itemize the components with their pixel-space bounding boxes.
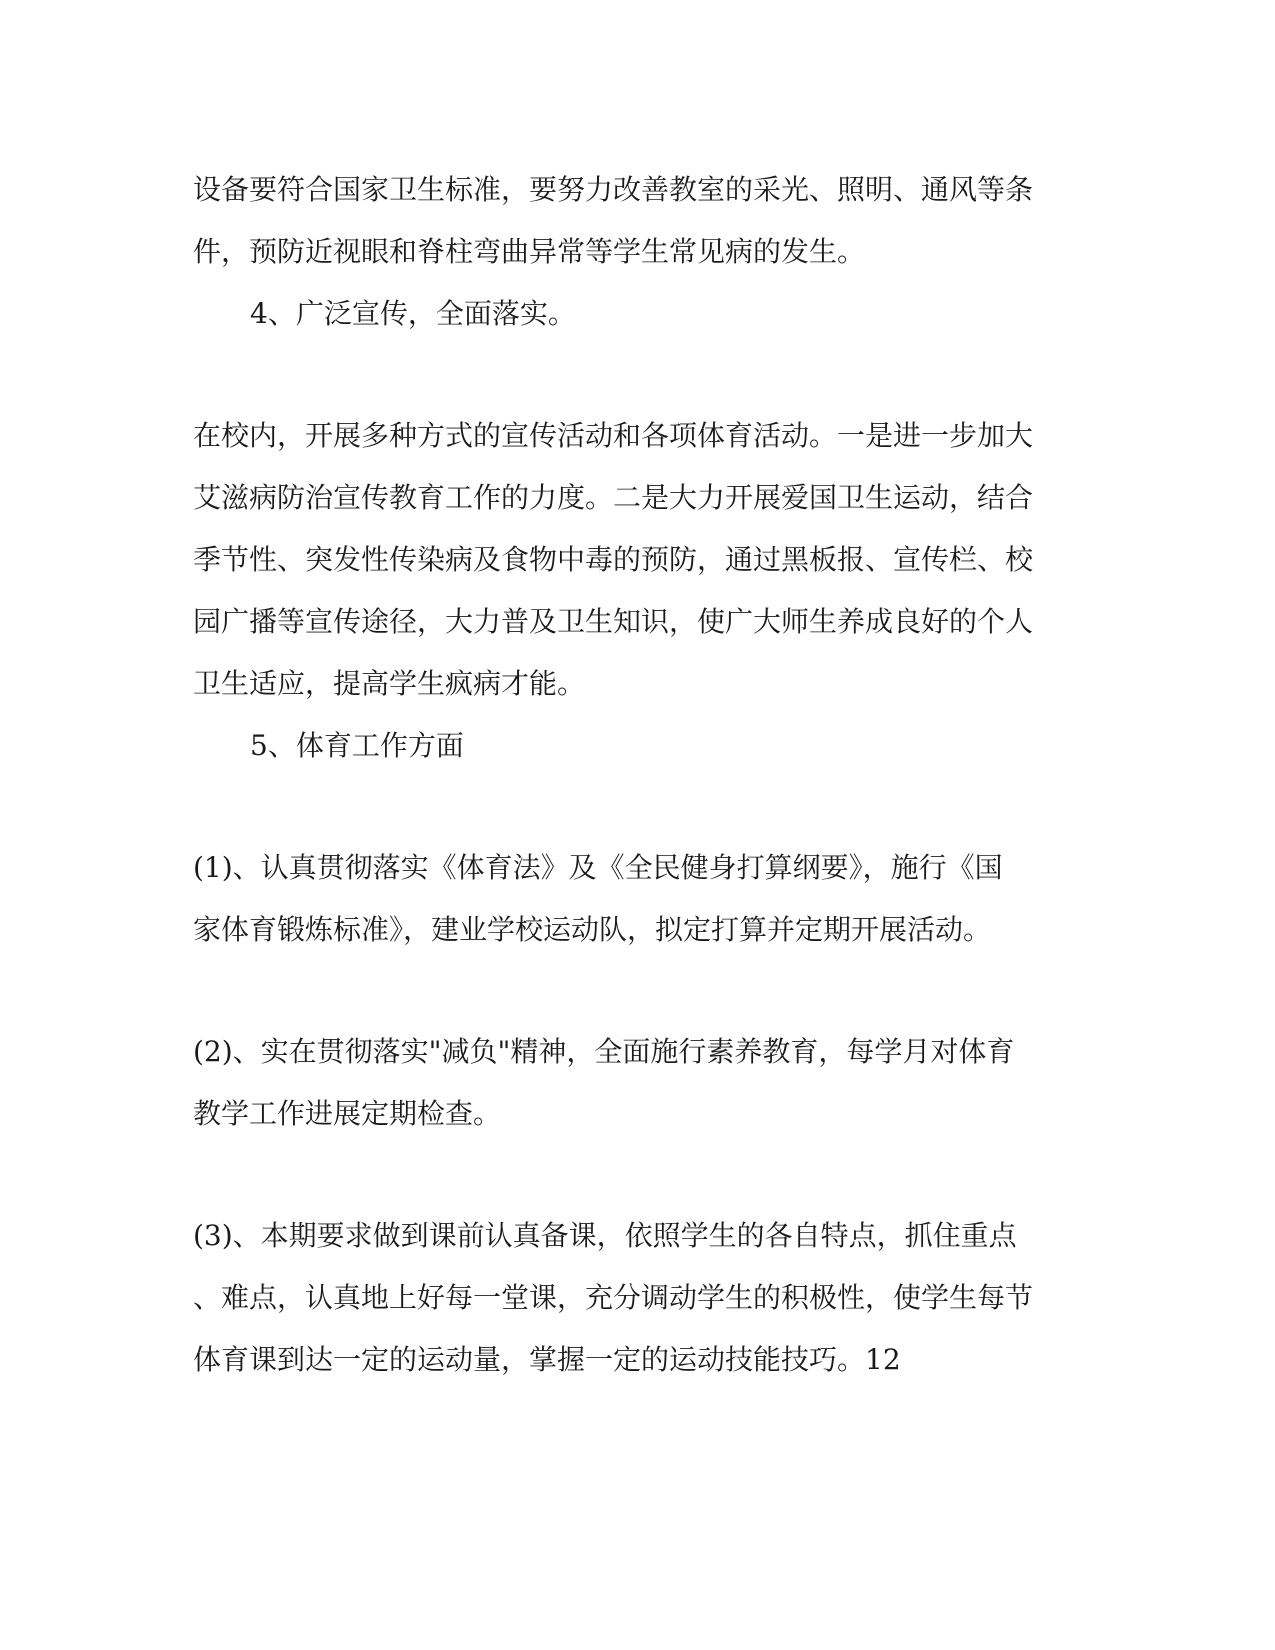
paragraph-line: 、难点，认真地上好每一堂课，充分调动学生的积极性，使学生每节 — [193, 1281, 1034, 1314]
paragraph-line: (3)、本期要求做到课前认真备课，依照学生的各自特点，抓住重点 — [193, 1219, 1017, 1252]
paragraph-line: (2)、实在贯彻落实"减负"精神，全面施行素养教育，每学月对体育 — [193, 1035, 1015, 1068]
paragraph-line: 园广播等宣传途径，大力普及卫生知识，使广大师生养成良好的个人 — [193, 605, 1034, 638]
section-heading: 5、体育工作方面 — [250, 729, 464, 762]
section-heading: 4、广泛宣传，全面落实。 — [250, 297, 576, 330]
paragraph-line: 体育课到达一定的运动量，掌握一定的运动技能技巧。12 — [193, 1343, 901, 1376]
paragraph-line: (1)、认真贯彻落实《体育法》及《全民健身打算纲要》，施行《国 — [193, 851, 1003, 884]
paragraph-line: 设备要符合国家卫生标准，要努力改善教室的采光、照明、通风等条 — [193, 173, 1034, 206]
paragraph-line: 季节性、突发性传染病及食物中毒的预防，通过黑板报、宣传栏、校 — [193, 543, 1034, 576]
paragraph-line: 件，预防近视眼和脊柱弯曲异常等学生常见病的发生。 — [193, 235, 866, 268]
paragraph-line: 家体育锻炼标准》，建业学校运动队，拟定打算并定期开展活动。 — [193, 913, 992, 946]
paragraph-line: 卫生适应，提高学生疯病才能。 — [193, 667, 586, 700]
paragraph-line: 教学工作进展定期检查。 — [193, 1097, 502, 1130]
paragraph-line: 在校内，开展多种方式的宣传活动和各项体育活动。一是进一步加大 — [193, 419, 1034, 452]
paragraph-line: 艾滋病防治宣传教育工作的力度。二是大力开展爱国卫生运动，结合 — [193, 481, 1034, 514]
